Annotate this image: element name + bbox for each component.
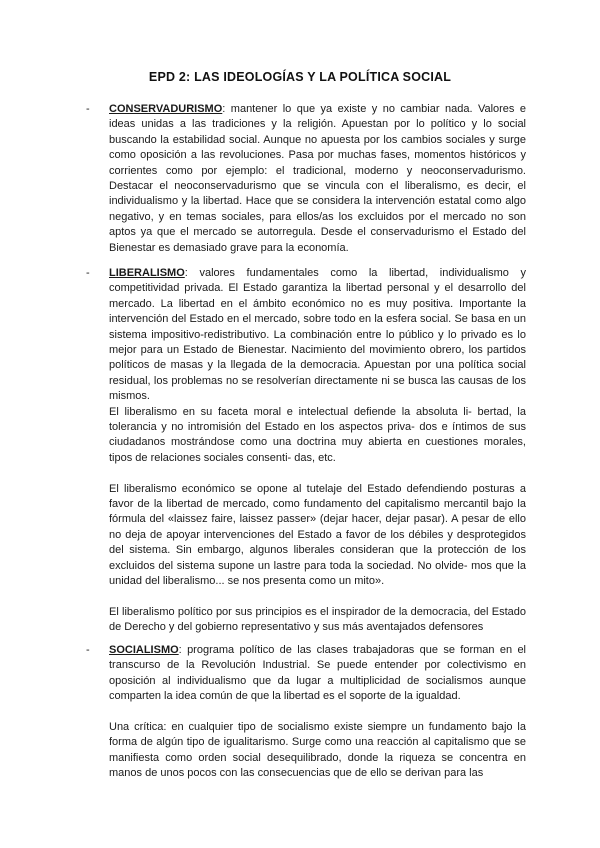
section-paragraph <box>109 102 526 256</box>
section-paragraph <box>109 643 526 705</box>
section-term: LIBERALISMO <box>109 267 185 279</box>
paragraph-text: : valores fundamentales como la libertad, individualismo y competitividad privada. El Estado garantiza la libertad personal y el desarrollo del mercado. La libertad en el ámbito económico no es muy positiva. Importante la intervención del Estado en el mercado, sobre todo en la esfera social. Se basa en un sistema impositivo-redistributivo. La combinación entre lo público y lo privado es lo mejor para un Estado de Bienestar. Nacimiento del movimiento obrero, los partidos políticos de masas y la llegada de la democracia. Apuestan por una política social residual, los problemas no se resolverían directamente ni se busca las causas de los mismos. <box>109 267 526 403</box>
section-paragraph <box>109 266 526 405</box>
paragraph-economico: El liberalismo económico se opone al tutelaje del Estado defendiendo posturas a favor de la libertad de mercado, como fundamento del capitalismo mercantil bajo la fórmula del «laissez faire, laissez passer» (dejar hacer, dejar pasar). A pesar de ello no deja de apoyar intervenciones del Estado a favor de los débiles y desprotegidos del sistema. Sin embargo, algunos liberales consideran que la protección de los excluidos del sistema supone un lastre para toda la sociedad. No olvide- mos que la unidad del liberalismo... se nos presenta como un mito». <box>109 482 526 588</box>
paragraph-text: : mantener lo que ya existe y no cambiar nada. Valores e ideas unidas a las tradiciones y la religión. Apuestan por lo político y lo social buscando la estabilidad social. Aunque no apuesta por los cambios sociales y surge como oposición a las revoluciones. Pasa por muchas fases, momentos históricos y corrientes como por ejemplo: el tradicional, moderno y neoconservadurismo. Destacar el neoconservadurismo que se vincula con el liberalismo, es decir, el individualismo y la libertad. Hace que se considera la intervención estatal como algo negativo, y en temas sociales, para ellos/as los excluidos por el mercado no son aptos ya que el mercado se autorregula. Desde el conservadurismo el Estado del Bienestar es demasiado grave para la economía. <box>109 103 526 254</box>
section-term: CONSERVADURISMO <box>109 103 223 115</box>
document-title: EPD 2: LAS IDEOLOGÍAS Y LA POLÍTICA SOCIAL <box>148 70 452 84</box>
bullet-dash: - <box>86 267 90 279</box>
section-conservadurismo <box>86 102 526 256</box>
paragraph-politico: El liberalismo político por sus principios es el inspirador de la democracia, del Estado de Derecho y del gobierno representativo y sus más aventajados defensores <box>109 605 526 634</box>
section-liberalismo <box>86 266 526 636</box>
section-socialismo <box>86 643 526 782</box>
paragraph-moral: El liberalismo en su faceta moral e intelectual defiende la absoluta li- bertad, la tolerancia y no intromisión del Estado en los aspectos priva- dos e íntimos de sus ciudadanos mostrándose como una doctrina muy abierta en cuestiones morales, tipos de relaciones sociales consenti- das, etc. <box>109 405 526 464</box>
paragraph-critica: Una crítica: en cualquier tipo de socialismo existe siempre un fundamento bajo la forma de algún tipo de igualitarismo. Surge como una reacción al capitalismo que se manifiesta como orden social desequilibrado, donde la riqueza se concentra en manos de unos pocos con las consecuencias que de ello se derivan para las <box>109 721 526 780</box>
section-term: SOCIALISMO <box>109 644 179 656</box>
bullet-dash: - <box>86 644 90 656</box>
paragraph-text: : programa político de las clases trabajadoras que se forman en el transcurso de la Revolución Industrial. Se puede entender por colectivismo en oposición al individualismo que da lugar a multiplicidad de socialismos aunque comparten la idea común de que la libertad es el soporte de la igualdad. <box>109 644 526 703</box>
bullet-dash: - <box>86 103 90 115</box>
